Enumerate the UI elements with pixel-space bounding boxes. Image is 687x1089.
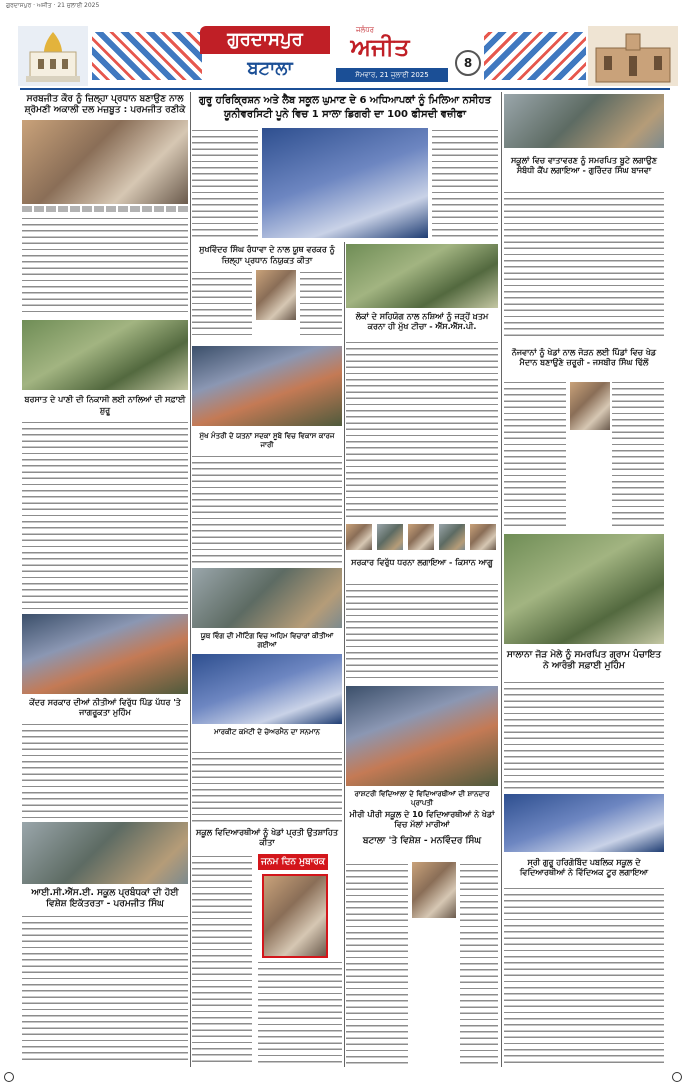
article-a13-photo bbox=[22, 320, 188, 390]
article-a17-photo bbox=[504, 794, 664, 852]
column-rule-2 bbox=[344, 242, 345, 1067]
temple-illustration-left bbox=[18, 26, 88, 86]
article-a19-body bbox=[346, 862, 408, 1064]
sub-title: ਬਟਾਲਾ bbox=[247, 58, 293, 79]
article-a3-headline: ਸਕੂਲਾਂ ਵਿਚ ਵਾਤਾਵਰਣ ਨੂੰ ਸਮਰਪਿਤ ਬੂਟੇ ਲਗਾਉਣ ਸੰਬੰਧੀ ਕੈਂਪ ਲਗਾਇਆ - ਗੁਰਿੰਦਰ ਸਿੰਘ ਬਾਜਵਾ bbox=[510, 156, 657, 175]
article-a19-headline: ਬਟਾਲਾ 'ਤੇ ਵਿਸ਼ੇਸ਼ - ਮਨਵਿੰਦਰ ਸਿੰਘ bbox=[362, 836, 482, 846]
article-a2-body-2 bbox=[432, 128, 498, 238]
article-a17-body bbox=[504, 886, 664, 1064]
paper-name: ਅਜੀਤ bbox=[350, 33, 410, 61]
article-a9-body bbox=[22, 722, 188, 818]
registration-mark-br bbox=[672, 1072, 682, 1082]
issue-date: ਸੋਮਵਾਰ, 21 ਜੁਲਾਈ 2025 bbox=[336, 68, 448, 82]
article-a10-headline: ਸਰਕਾਰ ਵਿਰੁੱਧ ਧਰਨਾ ਲਗਾਇਆ - ਕਿਸਾਨ ਆਗੂ bbox=[351, 558, 493, 567]
registration-mark-bl bbox=[4, 1072, 14, 1082]
article-a3-body bbox=[504, 190, 664, 340]
article-a7-headline: ਮੁੱਖ ਮੰਤਰੀ ਦੇ ਯਤਨਾਂ ਸਦਕਾ ਸੂਬੇ ਵਿਚ ਵਿਕਾਸ ਕਾਰਜ ਜਾਰੀ bbox=[199, 432, 335, 449]
article-a18-photo bbox=[22, 822, 188, 884]
article-a6-body-2 bbox=[612, 380, 664, 530]
article-a4-headline: ਸੁਖਵਿੰਦਰ ਸਿੰਘ ਰੰਧਾਵਾ ਦੇ ਨਾਲ ਯੂਥ ਵਰਕਰ ਨੂੰ ਜ਼ਿਲ੍ਹਾ ਪ੍ਰਧਾਨ ਨਿਯੁਕਤ ਕੀਤਾ bbox=[199, 245, 335, 265]
article-a11-headline: ਸਾਲਾਨਾ ਜੋੜ ਮੇਲੇ ਨੂੰ ਸਮਰਪਿਤ ਗ੍ਰਾਮ ਪੰਚਾਇਤ ਨੇ ਆਰੰਭੀ ਸਫ਼ਾਈ ਮੁਹਿੰਮ bbox=[506, 650, 662, 671]
article-a1-caption bbox=[22, 206, 188, 212]
article-a7-body bbox=[192, 454, 342, 564]
city-label: ਜਲੰਧਰ bbox=[355, 26, 375, 34]
pattern-right bbox=[484, 32, 586, 80]
article-a5-portraits bbox=[346, 524, 498, 552]
top-rule bbox=[20, 88, 670, 90]
article-a10-body bbox=[346, 582, 498, 682]
article-a11-body bbox=[504, 680, 664, 790]
article-a2-body bbox=[192, 128, 258, 238]
birthday-box-label: ਜਨਮ ਦਿਨ ਮੁਬਾਰਕ bbox=[258, 854, 328, 870]
article-a17-headline: ਸ੍ਰੀ ਗੁਰੂ ਹਰਿਗੋਬਿੰਦ ਪਬਲਿਕ ਸਕੂਲ ਦੇ ਵਿਦਿਆਰਥੀਆਂ ਨੇ ਵਿੱਦਿਅਕ ਟੂਰ ਲਗਾਇਆ bbox=[519, 858, 649, 877]
article-a19-body-2 bbox=[460, 862, 498, 1064]
article-a9-headline: ਕੇਂਦਰ ਸਰਕਾਰ ਦੀਆਂ ਨੀਤੀਆਂ ਵਿਰੁੱਧ ਪਿੰਡ ਪੱਧਰ 'ਤੇ ਜਾਗਰੂਕਤਾ ਮੁਹਿੰਮ bbox=[29, 698, 181, 717]
article-a6-body bbox=[504, 380, 566, 530]
article-a8-headline: ਯੂਥ ਵਿੰਗ ਦੀ ਮੀਟਿੰਗ ਵਿਚ ਅਹਿਮ ਵਿਚਾਰਾਂ ਕੀਤੀਆਂ ਗਈਆਂ bbox=[200, 632, 334, 649]
article-a4-photo bbox=[256, 270, 296, 320]
article-a14-headline: ਮਾਰਕੀਟ ਕਮੇਟੀ ਦੇ ਚੇਅਰਮੈਨ ਦਾ ਸਨਮਾਨ bbox=[214, 728, 320, 736]
article-a9-photo bbox=[22, 614, 188, 694]
region-title: ਗੁਰਦਾਸਪੁਰ bbox=[200, 26, 330, 54]
article-a14-photo bbox=[192, 654, 342, 724]
article-a19-photo bbox=[412, 862, 456, 918]
birthday-photo bbox=[262, 874, 328, 958]
article-a7-photo bbox=[192, 346, 342, 426]
article-a14-body bbox=[192, 750, 342, 824]
page-number: 8 bbox=[455, 50, 481, 76]
article-a13-body bbox=[22, 420, 188, 610]
article-a5-body bbox=[346, 340, 498, 520]
article-a18-body bbox=[22, 914, 188, 1064]
masthead bbox=[0, 20, 687, 90]
article-a4-body bbox=[192, 270, 252, 340]
article-a18-headline: ਆਈ.ਸੀ.ਐੱਸ.ਈ. ਸਕੂਲ ਪ੍ਰਬੰਧਕਾਂ ਦੀ ਹੋਈ ਵਿਸ਼ੇਸ਼ ਇਕੱਤਰਤਾ - ਪਰਮਜੀਤ ਸਿੰਘ bbox=[31, 888, 179, 909]
article-a2-photo bbox=[262, 128, 428, 238]
article-a12-headline: ਸਕੂਲ ਵਿਦਿਆਰਥੀਆਂ ਨੂੰ ਖੇਡਾਂ ਪ੍ਰਤੀ ਉਤਸ਼ਾਹਿਤ ਕੀਤਾ bbox=[196, 828, 338, 847]
article-a3-photo bbox=[504, 94, 664, 148]
article-a1-headline: ਸਰਬਜੀਤ ਕੌਰ ਨੂੰ ਜ਼ਿਲ੍ਹਾ ਪ੍ਰਧਾਨ ਬਣਾਉਣ ਨਾਲ ਸ਼੍ਰੋਮਣੀ ਅਕਾਲੀ ਦਲ ਮਜ਼ਬੂਤ : ਪਰਮਜੀਤ ਰਣੀਕੇ bbox=[24, 94, 186, 115]
print-line: ਗੁਰਦਾਸਪੁਰ · ਅਜੀਤ · 21 ਜੁਲਾਈ 2025 bbox=[6, 2, 100, 9]
article-a4-body-2 bbox=[300, 270, 342, 340]
article-a6-photo bbox=[570, 382, 610, 430]
pattern-left bbox=[92, 32, 202, 80]
article-a1-photo bbox=[22, 120, 188, 204]
building-illustration-right bbox=[588, 26, 678, 86]
article-a15-headline: ਰਾਸ਼ਟਰੀ ਵਿਦਿਆਲਾ ਦੇ ਵਿਦਿਆਰਥੀਆਂ ਦੀ ਸ਼ਾਨਦਾਰ ਪ੍ਰਾਪਤੀ bbox=[354, 790, 490, 807]
article-a11-photo bbox=[504, 534, 664, 644]
article-a8-photo bbox=[192, 568, 342, 628]
column-rule-1 bbox=[190, 92, 191, 1067]
article-a16-headline: ਮੀਰੀ ਪੀਰੀ ਸਕੂਲ ਦੇ 10 ਵਿਦਿਆਰਥੀਆਂ ਨੇ ਖੇਡਾਂ ਵਿਚ ਮੱਲਾਂ ਮਾਰੀਆਂ bbox=[349, 810, 495, 829]
article-a13-headline: ਬਰਸਾਤ ਦੇ ਪਾਣੀ ਦੀ ਨਿਕਾਸੀ ਲਈ ਨਾਲਿਆਂ ਦੀ ਸਫ਼ਾਈ ਸ਼ੁਰੂ bbox=[24, 395, 186, 415]
article-a12-body-2 bbox=[258, 960, 342, 1064]
article-a15-photo bbox=[346, 686, 498, 786]
article-a1-body bbox=[22, 216, 188, 316]
title-block bbox=[200, 26, 450, 88]
article-a12-body bbox=[192, 854, 252, 1064]
column-rule-3 bbox=[501, 92, 502, 1067]
article-a2-headline: ਗੁਰੂ ਹਰਿਕ੍ਰਿਸ਼ਨ ਅਤੇ ਲੈਬ ਸਕੂਲ ਘੁਮਾਣ ਦੇ 6 ਅਧਿਆਪਕਾਂ ਨੂੰ ਮਿਲਿਆ ਨਸੀਹਤ ਯੂਨੀਵਰਸਿਟੀ ਪੂਨੇ ਵਿਚ 1 ਸਾਲਾ ਡਿਗਰੀ ਦਾ 100 ਫੀਸਦੀ ਵਜ਼ੀਫਾ bbox=[198, 95, 492, 120]
article-a6-headline: ਨੌਜਵਾਨਾਂ ਨੂੰ ਖੇਡਾਂ ਨਾਲ ਜੋੜਨ ਲਈ ਪਿੰਡਾਂ ਵਿਚ ਖੇਡ ਮੈਦਾਨ ਬਣਾਉਣੇ ਜ਼ਰੂਰੀ - ਜਸਬੀਰ ਸਿੰਘ ਢਿੱਲੋਂ bbox=[511, 348, 657, 367]
article-a5-photo bbox=[346, 244, 498, 308]
article-a5-headline: ਲੋਕਾਂ ਦੇ ਸਹਿਯੋਗ ਨਾਲ ਨਸ਼ਿਆਂ ਨੂੰ ਜੜ੍ਹੋਂ ਖ਼ਤਮ ਕਰਨਾ ਹੀ ਮੁੱਖ ਟੀਚਾ - ਐੱਸ.ਐੱਸ.ਪੀ. bbox=[355, 312, 489, 331]
